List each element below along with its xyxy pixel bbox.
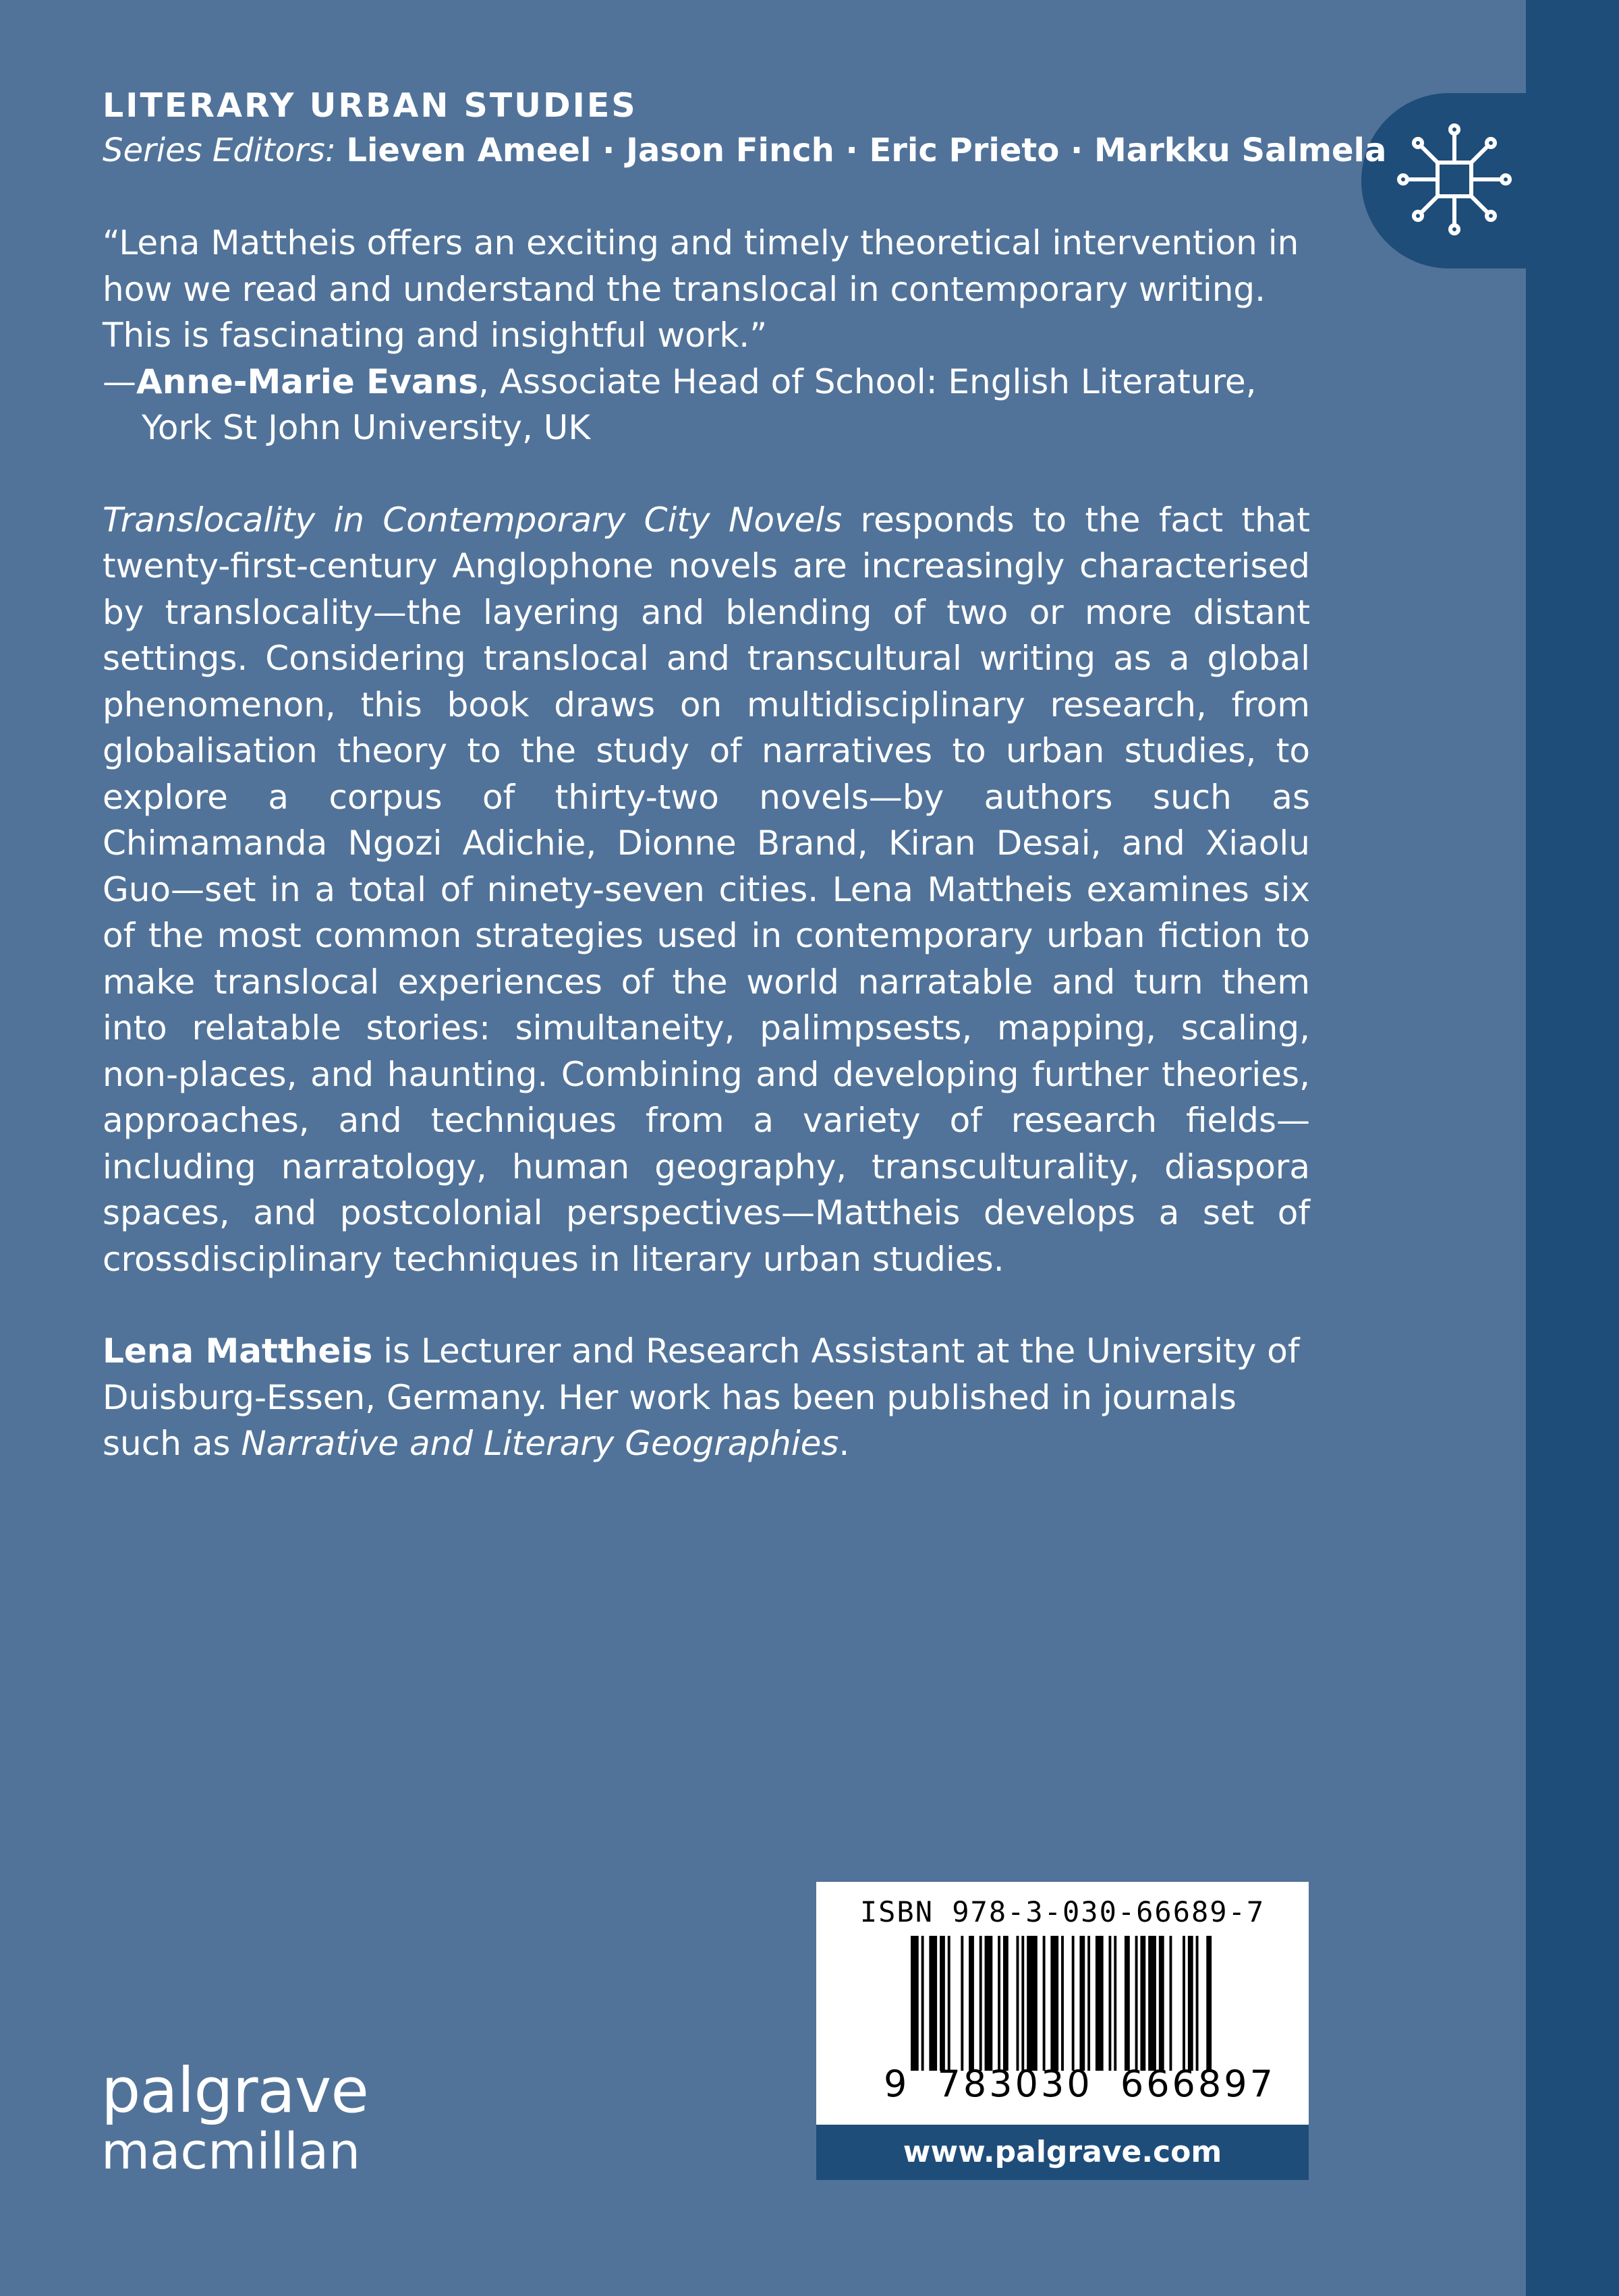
barcode-bar — [1125, 1936, 1130, 2071]
barcode-bar — [1108, 1936, 1111, 2071]
barcode-bar — [1183, 1936, 1185, 2071]
barcode-digits-group2: 666897 — [1120, 2063, 1276, 2105]
attribution-dash: — — [103, 362, 136, 401]
series-editors — [103, 130, 1387, 171]
barcode-bar — [985, 1936, 993, 2071]
description-text: responds to the fact that twenty-first-century Anglophone novels are increasingly characterised by translocality—the layering and blending of two or more distant settings. Considering translocal and transcultural writing as a global phenomenon, this book draws on multidisciplinary research, from globalisation theory to the study of narratives to urban studies, to explore a corpus of thirty-two novels—by authors such as Chimamanda Ngozi Adichie, Dionne Brand, Kiran Desai, and Xiaolu Guo—set in a total of ninety-seven cities. Lena Mattheis examines six of the most common strategies used in contemporary urban fiction to make translocal experiences of the world narratable and turn them into relatable stories: simultaneity, palimpsests, mapping, scaling, non-places, and haunting. Combining and developing further theories, approaches, and techniques from a variety of research fields—including narratology, human geography, transculturality, diaspora spaces, and postcolonial perspectives—Mattheis develops a set of crossdisciplinary techniques in literary urban studies. — [103, 500, 1311, 1279]
author-name: Lena Mattheis — [103, 1331, 373, 1371]
barcode-bar — [998, 1936, 1000, 2071]
author-bio — [103, 1328, 1310, 1467]
series-editors-names: Lieven Ameel · Jason Finch · Eric Prieto · Markku Salmela — [346, 132, 1387, 169]
barcode-bar — [1021, 1936, 1024, 2071]
logo-palgrave: palgrave — [101, 2055, 368, 2127]
barcode-bar — [1027, 1936, 1038, 2071]
barcode-bar — [1159, 1936, 1164, 2071]
barcode-bar — [1148, 1936, 1156, 2071]
barcode-bar — [1135, 1936, 1138, 2071]
isbn-text: ISBN 978-3-030-66689-7 — [859, 1895, 1266, 1928]
barcode-bar — [1188, 1936, 1193, 2071]
endorser-name: Anne-Marie Evans — [136, 362, 479, 401]
endorsement-attribution — [103, 359, 1310, 405]
book-spine — [1526, 0, 1619, 2296]
barcode-bar — [969, 1936, 974, 2071]
isbn-barcode — [816, 1882, 1309, 2125]
barcode-bar — [961, 1936, 963, 2071]
barcode-bar — [1140, 1936, 1145, 2071]
barcode-bar — [1017, 1936, 1019, 2071]
back-cover-text — [103, 220, 1310, 1513]
barcode-bar — [1206, 1936, 1212, 2071]
barcode-bar — [979, 1936, 982, 2071]
author-bio-text: is Lecturer and Research Assistant at the University of Duisburg-Essen, Germany. Her work has been published in journals such as — [103, 1331, 1300, 1463]
endorser-role: , Associate Head of School: English Literature, — [478, 362, 1257, 401]
barcode-bar — [1061, 1936, 1064, 2071]
publisher-website[interactable]: www.palgrave.com — [816, 2125, 1309, 2180]
barcode-bar — [1072, 1936, 1075, 2071]
barcode-digits-group1: 783030 — [937, 2063, 1093, 2105]
book-description — [103, 497, 1310, 1283]
barcode-bar — [1043, 1936, 1046, 2071]
logo-macmillan: macmillan — [101, 2123, 361, 2181]
barcode-digits — [884, 2063, 1302, 2105]
series-title: LITERARY URBAN STUDIES — [103, 86, 637, 125]
series-header — [103, 82, 1387, 171]
barcode-bar — [948, 1936, 950, 2071]
barcode-bar — [911, 1936, 919, 2071]
barcode-bar — [1096, 1936, 1104, 2071]
author-bio-end: . — [839, 1424, 850, 1463]
book-title: Translocality in Contemporary City Novels — [103, 500, 843, 540]
endorser-affiliation: York St John University, UK — [142, 408, 591, 447]
endorsement — [103, 220, 1310, 451]
barcode-bar — [921, 1936, 924, 2071]
publisher-logo — [101, 2057, 385, 2179]
series-emblem-tab — [1361, 93, 1526, 268]
barcode-bar — [1169, 1936, 1172, 2071]
barcode-bar — [1114, 1936, 1116, 2071]
journal-name: Narrative and Literary Geographies — [241, 1424, 839, 1463]
barcode-bar — [1079, 1936, 1085, 2071]
barcode-digit-lead: 9 — [884, 2063, 910, 2105]
barcode-bar — [1196, 1936, 1199, 2071]
barcode-bars — [911, 1936, 1214, 2071]
barcode-bar — [940, 1936, 945, 2071]
barcode-bar — [1050, 1936, 1058, 2071]
circuit-square-icon — [1394, 119, 1515, 240]
barcode-bar — [1003, 1936, 1009, 2071]
series-editors-label: Series Editors: — [103, 132, 337, 169]
barcode-bar — [1087, 1936, 1090, 2071]
endorsement-quote: “Lena Mattheis offers an exciting and timely theoretical intervention in how we read and understand the translocal in contemporary writing. This is fascinating and insightful work.” — [103, 223, 1299, 355]
barcode-bar — [929, 1936, 937, 2071]
